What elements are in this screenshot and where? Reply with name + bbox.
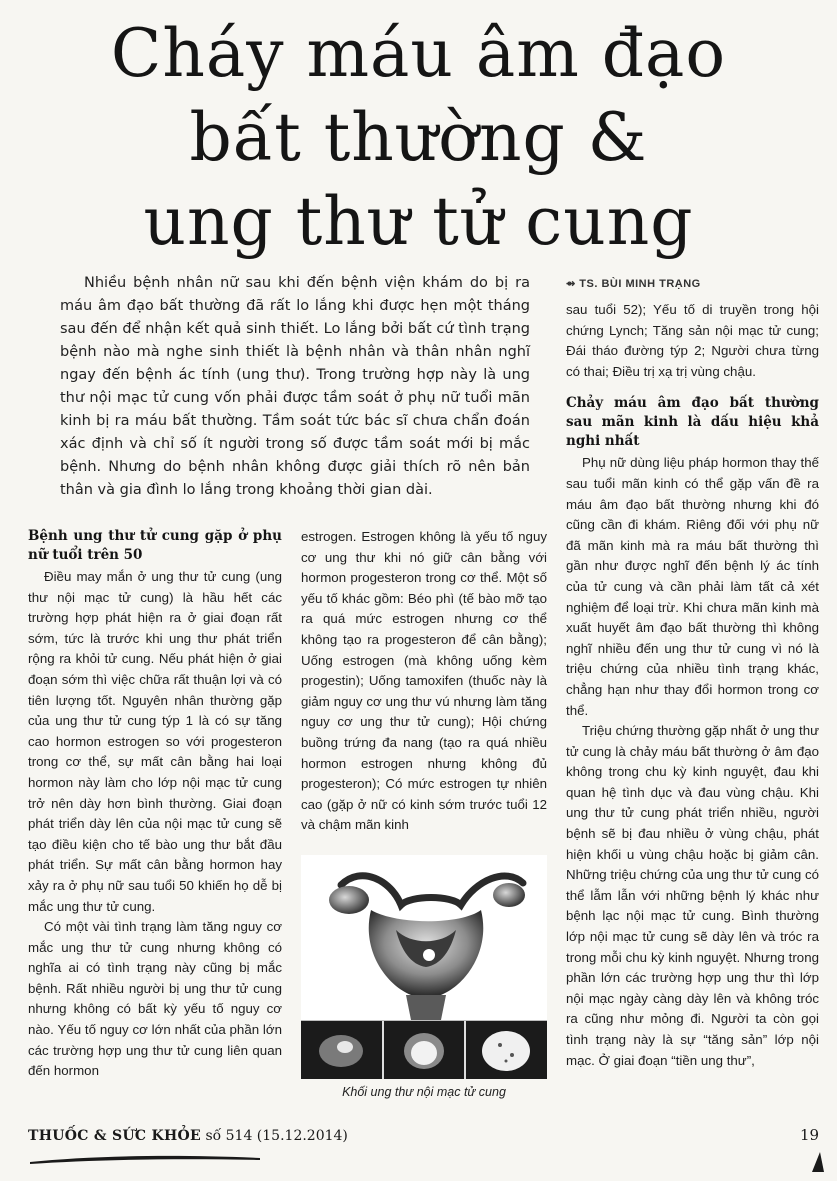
ultrasound-panel-1 xyxy=(301,1021,382,1079)
title-line-1: Cháy máu âm đạo xyxy=(110,15,727,92)
col3-paragraph-1: Phụ nữ dùng liệu pháp hormon thay thế sau tuổi mãn kinh có thể gặp vấn đề ra máu âm đạo bất thường nhưng khi đó cũng cần đi khám. Riêng đối với phụ nữ đã mãn kinh mà ra máu bất thường thì gần như được nghĩ đến bệnh lý ác tính của tử cung và cần phải làm tất cả xét nghiệm để loại trừ. Khi chưa mãn kinh mà xuất huyết âm đạo bất thường thì không nghĩ nhiều đến ung thư tử cung vì nó là triệu chứng của nhiều tình trạng khác, chẳng hạn như thay đổi hormon trong cơ thể. xyxy=(566,455,819,718)
column-1 xyxy=(28,527,282,1082)
section-heading-1: Bệnh ung thư tử cung gặp ở phụ nữ tuổi trên 50 xyxy=(28,528,282,563)
footer-publication xyxy=(28,1128,348,1144)
uterus-drawing xyxy=(301,855,547,1020)
magazine-name: THUỐC & SỨC KHỎE xyxy=(28,1128,201,1144)
section-heading-2: Chảy máu âm đạo bất thường sau mãn kinh là dấu hiệu khả nghi nhất xyxy=(566,395,819,450)
uterus-3d-image xyxy=(301,855,547,1020)
ultrasound-panels xyxy=(301,1021,547,1079)
uterus-illustration xyxy=(301,855,547,1079)
ultrasound-panel-2 xyxy=(384,1021,465,1079)
footer-swoosh-icon xyxy=(30,1150,260,1168)
article-title xyxy=(0,12,837,264)
author-byline: ⇴ TS. BÙI MINH TRẠNG xyxy=(566,278,701,290)
page-number: 19 xyxy=(800,1126,820,1144)
column-2 xyxy=(301,527,547,836)
ultrasound-panel-3 xyxy=(466,1021,547,1079)
column-3 xyxy=(566,300,819,1071)
intro-paragraph: Nhiều bệnh nhân nữ sau khi đến bệnh viện khám do bị ra máu âm đạo bất thường đã rất lo lắng khi được hẹn một tháng sau đến để nhận kết quả sinh thiết. Lo lắng bởi bất cứ tình trạng bệnh nào mà nghe sinh thiết là bệnh nhân và thân nhân nghĩ ngay đến bệnh ác tính (ung thư). Trong trường hợp này là ung thư nội mạc tử cung vốn phải được tầm soát ở phụ nữ tuổi mãn kinh bị ra máu bất thường. Tầm soát tức bác sĩ chưa chẩn đoán xác định và chỉ số ít người trong số được tầm soát mới bị mắc bệnh. Nhưng do bệnh nhân không được giải thích rõ nên bản thân và gia đình lo lắng trong khoảng thời gian dài. xyxy=(60,275,530,498)
col1-paragraph-1: Điều may mắn ở ung thư tử cung (ung thư nội mạc tử cung) là hầu hết các trường hợp phát hiện ra ở giai đoạn rất sớm, tức là trước khi ung thư phát triển rộng ra khỏi tử cung. Nếu phát hiện ở giai đoạn sớm thì việc chữa rất thuận lợi và có tiên lượng tốt. Nguyên nhân thường gặp của ung thư tử cung týp 1 là có sự tăng cao hormon estrogen so với progesteron trong cơ thể, sự mất cân bằng hai loại hormon này làm cho lớp nội mạc tử cung trở nên dày hơn bình thường. Giai đoạn phát triển dày lên của nội mạc tử cung sẽ tạo điều kiện cho tế bào ung thư bắt đầu phát triển. Sự mất cân bằng hormon hay xảy ra ở phụ nữ sau tuổi 50 khiến họ dễ bị mắc ung thư tử cung. xyxy=(28,569,282,914)
title-line-3: ung thư tử cung xyxy=(143,183,694,260)
col3-paragraph-0: sau tuổi 52); Yếu tố di truyền trong hội chứng Lynch; Tăng sản nội mạc tử cung; Đái tháo đường týp 2; Người chưa từng có thai; Điều trị xạ trị vùng chậu. xyxy=(566,302,819,379)
col3-paragraph-2: Triệu chứng thường gặp nhất ở ung thư tử cung là chảy máu bất thường ở âm đạo không trong chu kỳ kinh nguyệt, đau khi quan hệ tình dục và đau vùng chậu. Khi ung thư tử cung phát triển nhiều, người bệnh sẽ bị đau nhiều ở vùng chậu, phát hiện khối u vùng chậu hoặc bị giảm cân. Những triệu chứng của ung thư tử cung có thể lẫm lẫn với những bệnh lý khác như bệnh lạc nội mạc tử cung. Bình thường lớp nội mạc tử cung sẽ dày lên và tróc ra trong mỗi chu kỳ kinh nguyệt. Nhưng trong phần lớn các trường hợp ung thư thì lớp nội mạc ngày càng dày lên và không tróc ra cũng như mỏng đi. Người ta còn gọi tình trạng này là sự “tăng sản” lớp nội mạc. Ở giai đoạn “tiền ung thư”, xyxy=(566,723,819,1068)
title-line-2: bất thường & xyxy=(189,99,648,176)
col2-paragraph-1: estrogen. Estrogen không là yếu tố nguy cơ ung thư khi nó giữ cân bằng với hormon progesteron trong cơ thể. Một số yếu tố khác gồm: Béo phì (tế bào mỡ tạo ra quá mức estrogen nhưng cơ thể không tạo ra progesteron để cân bằng); Uống estrogen (mà không uống kèm progestin); Uống tamoxifen (thuốc này là giảm nguy cơ ung thư vú nhưng làm tăng nguy cơ ung thư tử cung); Hội chứng buồng trứng đa nang (tạo ra quá nhiều hormon estrogen nhưng không đủ progesteron); Có mức estrogen tự nhiên cao (gặp ở nữ có kinh sớm trước tuổi 12 và chậm mãn kinh xyxy=(301,529,547,833)
figure-caption: Khối ung thư nội mạc tử cung xyxy=(342,1085,506,1099)
col1-paragraph-2: Có một vài tình trạng làm tăng nguy cơ mắc ung thư tử cung nhưng không có nghĩa ai có tình trạng này cũng bị mắc bệnh. Rất nhiều người bị ung thư tử cung nhưng không có bất kỳ yếu tố nguy cơ nào. Yếu tố nguy cơ lớn nhất của phần lớn các trường hợp ung thư tử cung liên quan đến hormon xyxy=(28,919,282,1079)
corner-mark-icon xyxy=(808,1150,826,1172)
issue-info: số 514 (15.12.2014) xyxy=(205,1128,348,1144)
